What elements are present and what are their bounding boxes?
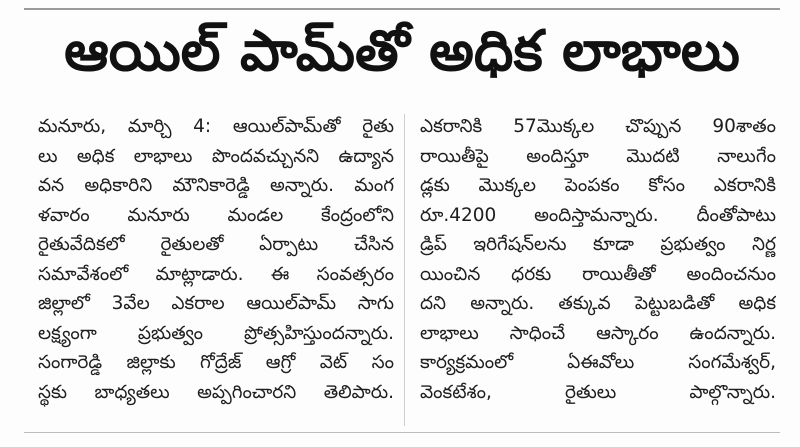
article-column-right (420, 112, 776, 407)
bottom-rule (24, 432, 780, 433)
text-line: రైతువేదికలో రైతులతో ఏర్పాటు చేసిన (38, 234, 394, 255)
text-line: రాయితీపై అందిస్తూ మొదటి నాలుగేం (420, 145, 776, 167)
text-line: మనూరు, మార్చి 4: ఆయిల్‌పామ్‌తో రైతు (38, 116, 394, 137)
text-line: డ్రిప్ ఇరిగేషన్‌లను కూడా ప్రభుత్వం నిర్ణ (420, 234, 776, 255)
text-line: జిల్లాలో 3వేల ఎకరాల ఆయిల్‌పామ్ సాగు (38, 293, 394, 314)
text-line: రూ.4200 అందిస్తామన్నారు. దీంతోపాటు (420, 204, 776, 226)
text-line: సమావేశంలో మాట్లాడారు. ఈ సంవత్సరం (38, 263, 394, 285)
text-line: కార్యక్రమంలో ఏఈవోలు సంగమేశ్వర్, (420, 352, 776, 373)
headline: ఆయిల్ పామ్‌తో అధిక లాభాలు (64, 18, 740, 84)
text-line: స్థకు బాధ్యతలు అప్పగించారని తెలిపారు. (38, 381, 394, 403)
text-line: డ్లకు మొక్కల పెంపకం కోసం ఎకరానికి (420, 175, 776, 196)
text-line: ఎకరానికి 57మొక్కల చొప్పున 90శాతం (420, 116, 776, 137)
text-line: ళవారం మనూరు మండల కేంద్రంలోని (38, 204, 394, 226)
text-line: దని అన్నారు. తక్కువ పెట్టుబడితో అధిక (420, 293, 776, 314)
text-line: లక్ష్యంగా ప్రభుత్వం ప్రోత్సహిస్తుందన్నారు. (38, 322, 394, 344)
text-line: లు అధిక లాభాలు పొందవచ్చునని ఉద్యాన (38, 145, 394, 167)
text-line: యించిన ధరకు రాయితీతో అందించనుం (420, 263, 776, 285)
text-line: వన అధికారిని మౌనికారెడ్డి అన్నారు. మంగ (38, 175, 394, 196)
article-column-left (38, 112, 394, 407)
top-rule (24, 8, 780, 10)
column-divider (404, 114, 405, 426)
text-line: సంగారెడ్డి జిల్లాకు గోద్రేజ్ ఆగ్రో వెట్ సం (38, 352, 394, 373)
text-line: వెంకటేశం, రైతులు పాల్గొన్నారు. (420, 381, 776, 403)
text-line: లాభాలు సాధించే ఆస్కారం ఉందన్నారు. (420, 322, 776, 344)
